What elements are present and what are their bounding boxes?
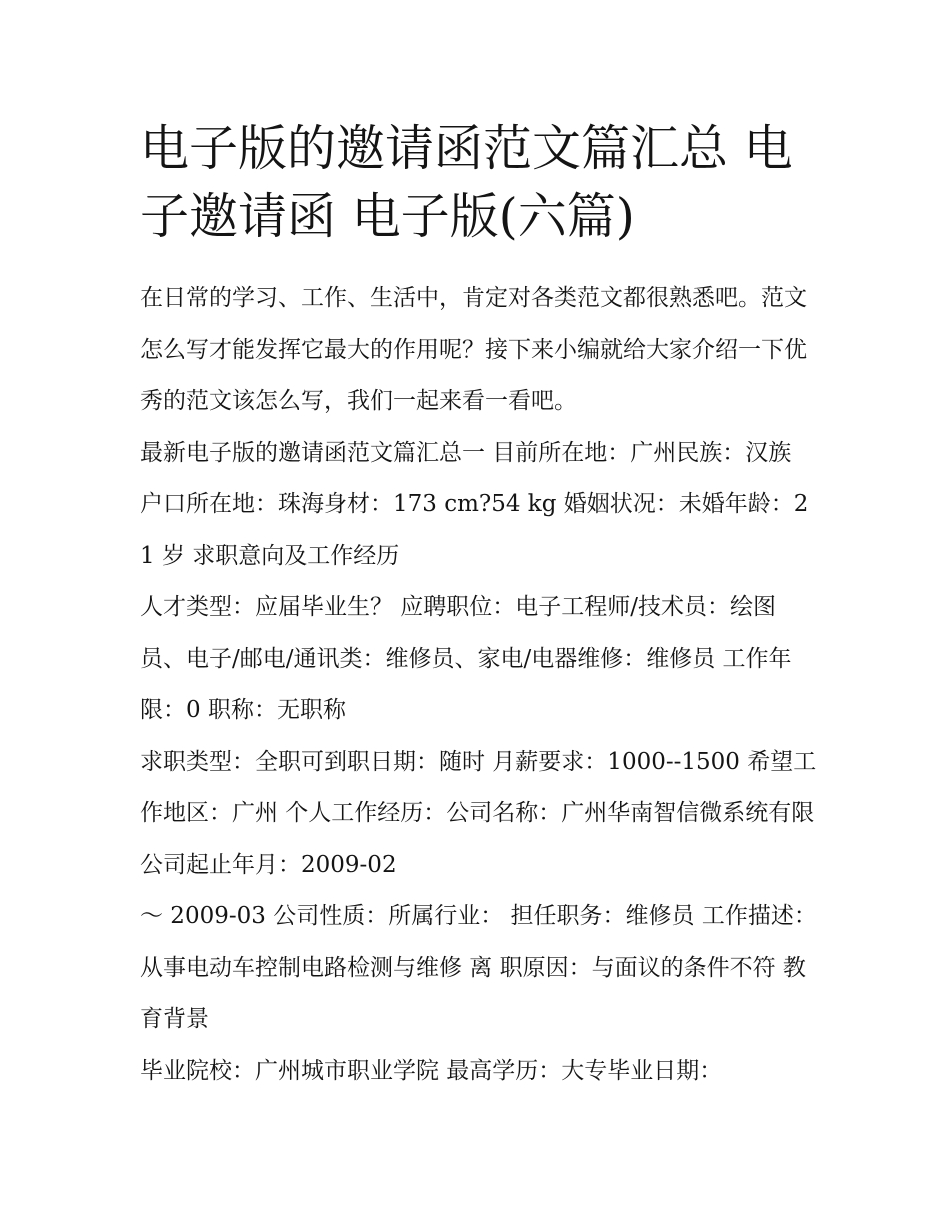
paragraph-job-type: 求职类型：全职可到职日期：随时 月薪要求：1000--1500 希望工作地区：广州 个人工作经历：公司名称：广州华南智信微系统有限公司起止年月：2009-02 (140, 748, 817, 878)
document-page (140, 115, 820, 1097)
paragraph-intro: 在日常的学习、工作、生活中，肯定对各类范文都很熟悉吧。范文怎么写才能发挥它最大的作用呢？接下来小编就给大家介绍一下优秀的范文该怎么写，我们一起来看一看吧。 (140, 285, 807, 414)
paragraph-personal-info: 最新电子版的邀请函范文篇汇总一 目前所在地：广州民族：汉族 户口所在地：珠海身材：173 cm?54 kg 婚姻状况：未婚年龄：21 岁 求职意向及工作经历 (140, 439, 809, 569)
paragraph-education: 毕业院校：广州城市职业学院 最高学历：大专毕业日期： (140, 1057, 723, 1084)
paragraph-work-history: ～ 2009-03 公司性质：所属行业： 担任职务：维修员 工作描述：从事电动车控制电路检测与维修 离 职原因：与面议的条件不符 教育背景 (140, 903, 817, 1032)
document-body (140, 273, 820, 1097)
document-title: 电子版的邀请函范文篇汇总 电子邀请函 电子版(六篇) (140, 120, 793, 245)
paragraph-talent-type: 人才类型：应届毕业生？ 应聘职位：电子工程师/技术员：绘图员、电子/邮电/通讯类：维修员、家电/电器维修：维修员 工作年限：0 职称：无职称 (140, 594, 792, 723)
